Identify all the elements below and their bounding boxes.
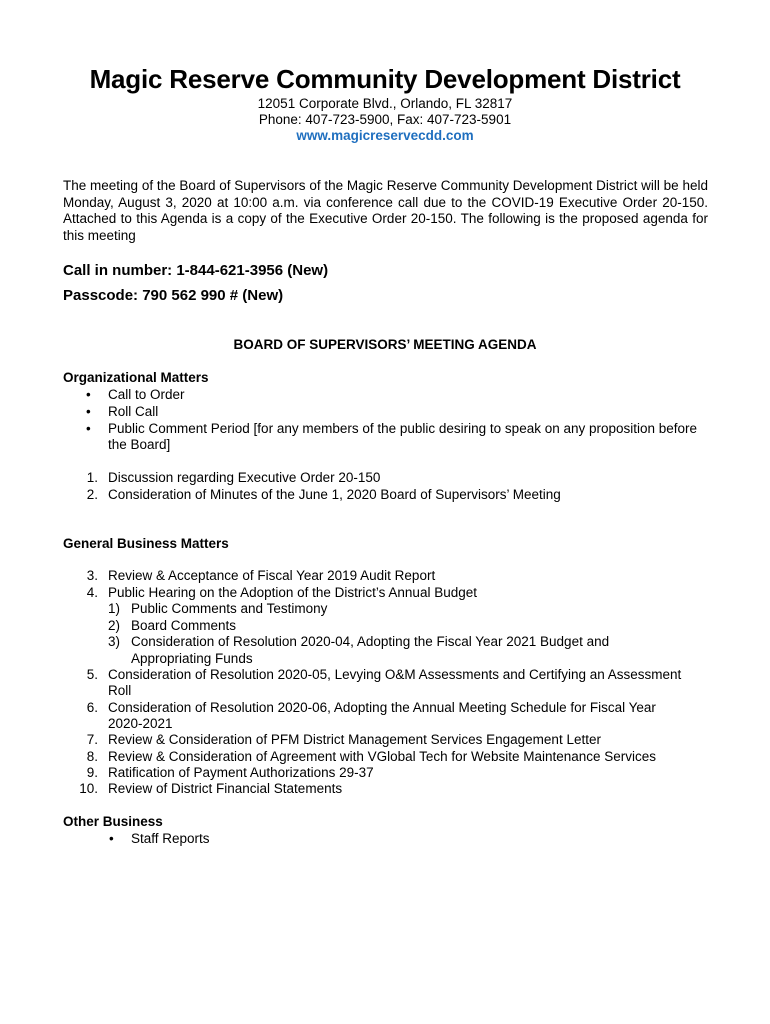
general-business-heading: General Business Matters [63, 536, 229, 551]
list-item: Call to Order [108, 387, 185, 402]
list-item-continuation: the Board] [108, 437, 171, 452]
list-item: Roll Call [108, 404, 159, 419]
agenda-subitem: Consideration of Resolution 2020-04, Adopting the Fiscal Year 2021 Budget and [131, 634, 610, 649]
agenda-item: Discussion regarding Executive Order 20-150 [108, 470, 381, 485]
bullet-icon: • [86, 387, 91, 402]
item-number: 10. [79, 781, 98, 796]
agenda-subitem-continuation: Appropriating Funds [131, 651, 253, 666]
agenda-item-continuation: 2020-2021 [108, 716, 173, 731]
other-business-heading: Other Business [63, 814, 163, 829]
agenda-item: Consideration of Minutes of the June 1, 2020 Board of Supervisors’ Meeting [108, 487, 561, 502]
agenda-subitem: Public Comments and Testimony [131, 601, 328, 616]
agenda-item: Ratification of Payment Authorizations 29-37 [108, 765, 374, 780]
agenda-subitem: Board Comments [131, 618, 237, 633]
agenda-item: Review & Acceptance of Fiscal Year 2019 Audit Report [108, 568, 436, 583]
bullet-icon: • [86, 421, 91, 436]
item-number: 8. [86, 749, 98, 764]
agenda-item: Review & Consideration of Agreement with VGlobal Tech for Website Maintenance Services [108, 749, 657, 764]
item-number: 3. [86, 568, 98, 583]
intro-paragraph: The meeting of the Board of Supervisors of the Magic Reserve Community Development District will be held Monday, August 3, 2020 at 10:00 a.m. via conference call due to the COVID-19 Executive Order 20-150. Attached to this Agenda is a copy of the Executive Order 20-150. The following is the proposed agenda for this meeting [63, 178, 708, 243]
item-number: 5. [86, 667, 98, 682]
item-number: 9. [86, 765, 98, 780]
list-item: Public Comment Period [for any members of the public desiring to speak on any proposition before [108, 421, 698, 436]
call-in-number: Call in number: 1-844-621-3956 (New) [63, 262, 329, 279]
page-title: Magic Reserve Community Development District [89, 64, 681, 94]
agenda-item: Consideration of Resolution 2020-06, Adopting the Annual Meeting Schedule for Fiscal Year [108, 700, 656, 715]
passcode: Passcode: 790 562 990 # (New) [63, 287, 284, 304]
item-number: 2. [86, 487, 98, 502]
item-number: 4. [86, 585, 98, 600]
agenda-item: Consideration of Resolution 2020-05, Levying O&M Assessments and Certifying an Assessment [108, 667, 682, 682]
agenda-item-continuation: Roll [108, 683, 132, 698]
item-number: 6. [86, 700, 98, 715]
agenda-item: Public Hearing on the Adoption of the District’s Annual Budget [108, 585, 477, 600]
subitem-number: 2) [107, 618, 120, 633]
subitem-number: 3) [107, 634, 120, 649]
bullet-icon: • [109, 831, 114, 846]
website-link[interactable]: www.magicreservecdd.com [296, 128, 474, 143]
subitem-number: 1) [107, 601, 120, 616]
agenda-item: Review of District Financial Statements [108, 781, 343, 796]
phone-fax-line: Phone: 407-723-5900, Fax: 407-723-5901 [258, 112, 512, 127]
agenda-item: Review & Consideration of PFM District Management Services Engagement Letter [108, 732, 601, 747]
bullet-icon: • [86, 404, 91, 419]
list-item: Staff Reports [131, 831, 210, 846]
item-number: 1. [86, 470, 98, 485]
agenda-title: BOARD OF SUPERVISORS’ MEETING AGENDA [233, 337, 537, 352]
organizational-matters-heading: Organizational Matters [63, 370, 209, 385]
address-line: 12051 Corporate Blvd., Orlando, FL 32817 [257, 96, 513, 111]
item-number: 7. [86, 732, 98, 747]
